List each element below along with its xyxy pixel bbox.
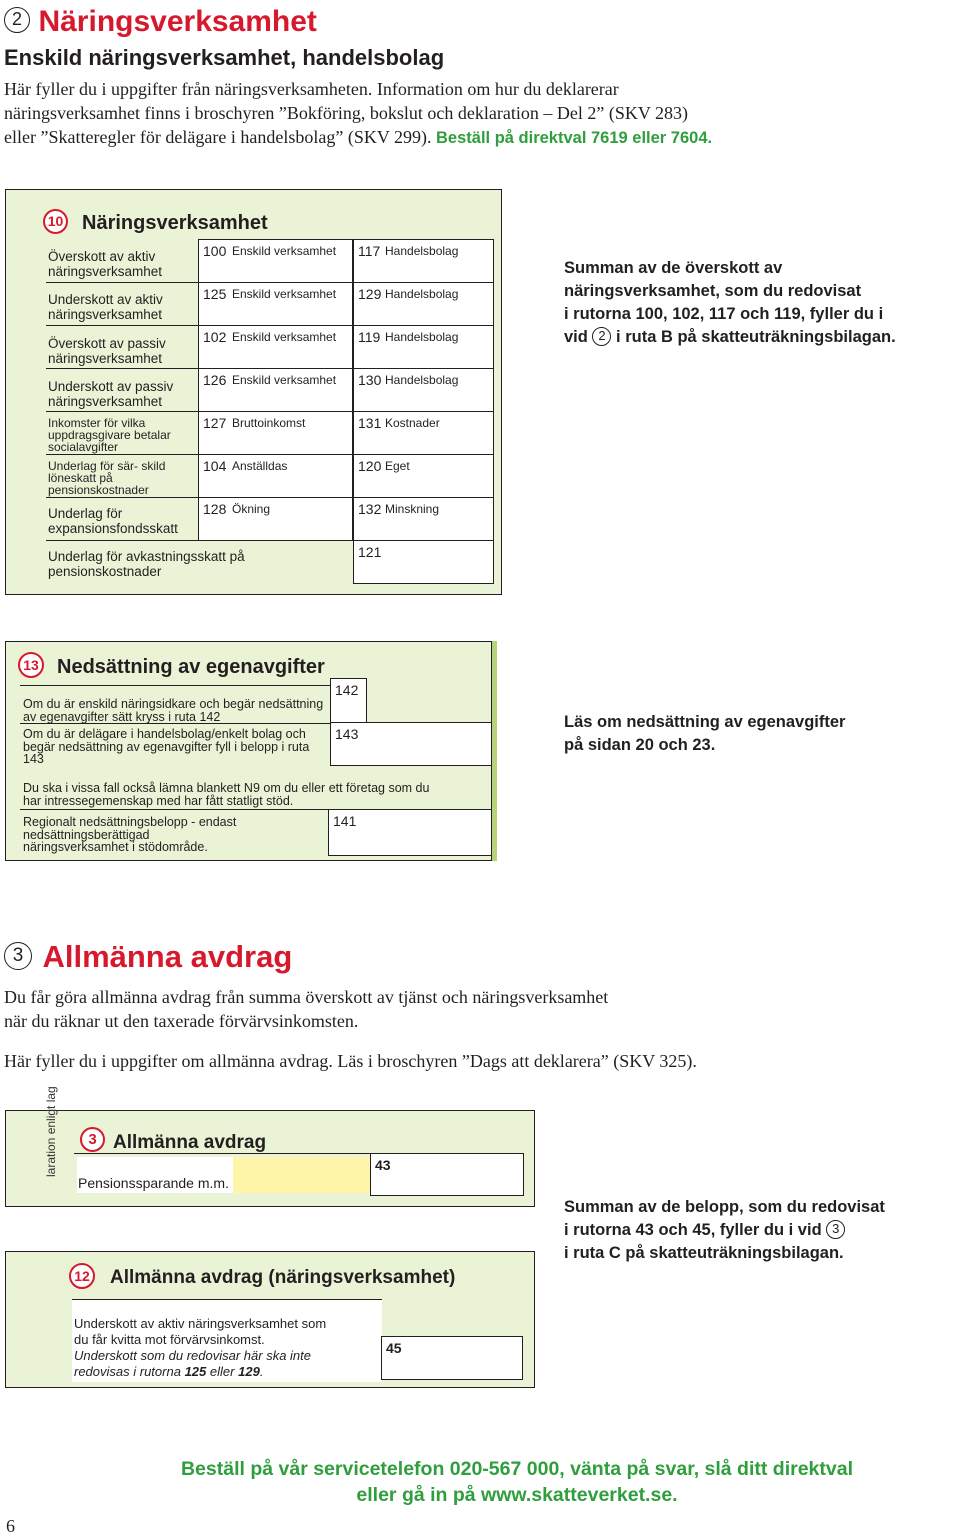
field-code: 100 <box>203 243 227 259</box>
text-line: du får kvitta mot förvärvsinkomst. <box>74 1332 265 1347</box>
row-label: Inkomster för vilka uppdragsgivare betalar socialavgifter <box>48 416 171 454</box>
field-caption: Kostnader <box>385 416 440 430</box>
row-divider <box>46 411 198 412</box>
input-field-132[interactable] <box>353 497 494 541</box>
intro-line: näringsverksamhet finns i broschyren ”Bokföring, bokslut och deklaration – Del 2” (SKV 283) <box>4 103 689 123</box>
footer-line: eller gå in på www.skatteverket.se. <box>356 1484 678 1506</box>
footer-line: Beställ på vår servicetelefon 020-567 000, vänta på svar, slå ditt direktval <box>180 1458 854 1480</box>
input-field-126[interactable] <box>198 368 353 412</box>
section-intro <box>4 77 954 150</box>
input-field-129[interactable] <box>353 282 494 326</box>
section-number-badge: 3 <box>4 942 32 970</box>
text-line: redovisas i rutorna 125 eller 129. <box>74 1364 264 1379</box>
note-line: Läs om nedsättning av egenavgifter <box>564 713 846 731</box>
form-naringsverksamhet <box>5 189 502 595</box>
field-code: 45 <box>386 1340 402 1356</box>
field-code: 126 <box>203 372 227 388</box>
note-line: näringsverksamhet, som du redovisat <box>564 282 862 300</box>
field-code: 120 <box>358 458 382 474</box>
form-number-badge: 13 <box>18 652 44 678</box>
field-code: 43 <box>375 1157 391 1173</box>
input-field-127[interactable] <box>198 411 353 455</box>
field-code: 104 <box>203 458 227 474</box>
note-line: vid 2 i ruta B på skatteuträkningsbilagan. <box>564 328 896 346</box>
input-field-130[interactable] <box>353 368 494 412</box>
row-text: Om du är delägare i handelsbolag/enkelt bolag och begär nedsättning av egenavgifter fyll i belopp i ruta 143 <box>23 727 310 766</box>
form-number-badge: 12 <box>69 1263 95 1289</box>
section-ref-badge: 2 <box>592 327 611 346</box>
text-line: Underskott som du redovisar här ska inte <box>74 1348 311 1363</box>
info-text: Du ska i vissa fall också lämna blankett N9 om du eller ett företag som du har intressegemenskap med har fått statligt stöd. <box>23 781 430 808</box>
note-line: Summan av de belopp, som du redovisat <box>564 1198 885 1216</box>
section-2-heading <box>4 4 317 40</box>
field-caption: Enskild verksamhet <box>232 373 337 387</box>
note-line: i ruta C på skatteuträkningsbilagan. <box>564 1244 844 1262</box>
page-number: 6 <box>6 1516 15 1536</box>
input-field-131[interactable] <box>353 411 494 455</box>
field-text-area <box>72 1299 382 1382</box>
row-label: Överskott av passiv näringsverksamhet <box>48 336 166 366</box>
field-caption: Handelsbolag <box>385 244 459 258</box>
text-line: Underskott av aktiv näringsverksamhet som <box>74 1316 327 1331</box>
row-divider <box>20 685 330 686</box>
form-title: Allmänna avdrag <box>113 1132 267 1153</box>
row-label: Underlag för sär- skild löneskatt på pensionskostnader <box>48 459 166 497</box>
input-field-128[interactable] <box>198 497 353 541</box>
field-code: 127 <box>203 415 227 431</box>
field-caption: Handelsbolag <box>385 287 459 301</box>
row-text: Regionalt nedsättningsbelopp - endast nedsättningsberättigad näringsverksamhet i stödområde. <box>23 815 237 854</box>
field-code: 119 <box>358 329 381 345</box>
side-text: laration enligt lag <box>44 1086 58 1177</box>
form-title: Näringsverksamhet <box>82 212 268 234</box>
input-field-141[interactable] <box>328 809 492 856</box>
row-divider <box>74 1153 372 1154</box>
checkbox-field-142[interactable] <box>330 678 367 723</box>
input-field-117[interactable] <box>353 239 494 283</box>
form-title: Nedsättning av egenavgifter <box>57 656 325 678</box>
field-code: 125 <box>203 286 227 302</box>
field-code: 131 <box>358 415 382 431</box>
intro-line: Här fyller du i uppgifter om allmänna avdrag. Läs i broschyren ”Dags att deklarera” (SKV 325). <box>4 1051 697 1071</box>
section-ref-badge: 3 <box>826 1220 845 1239</box>
field-caption: Eget <box>385 459 410 473</box>
field-highlight <box>233 1157 372 1193</box>
form-12-note <box>564 1196 960 1265</box>
field-code: 142 <box>335 682 359 698</box>
input-field-119[interactable] <box>353 325 494 369</box>
row-divider <box>20 723 330 724</box>
field-code: 102 <box>203 329 227 345</box>
field-label: Pensionssparande m.m. <box>77 1157 233 1193</box>
row-text: Om du är enskild näringsidkare och begär nedsättning av egenavgifter sätt kryss i ruta 142 <box>23 697 324 724</box>
row-label: Underlag för expansionsfondsskatt <box>48 506 178 536</box>
field-code: 117 <box>358 243 381 259</box>
input-field-125[interactable] <box>198 282 353 326</box>
form-number-badge: 10 <box>43 209 68 234</box>
row-divider <box>46 454 198 455</box>
row-label: Underskott av passiv näringsverksamhet <box>48 379 174 409</box>
input-field-120[interactable] <box>353 454 494 498</box>
field-caption: Enskild verksamhet <box>232 330 337 344</box>
note-line: i rutorna 43 och 45, fyller du i vid 3 <box>564 1219 960 1242</box>
input-field-102[interactable] <box>198 325 353 369</box>
row-divider <box>46 282 198 283</box>
section-subtitle: Enskild näringsverksamhet, handelsbolag <box>4 45 445 70</box>
footer-order-info <box>0 1456 960 1508</box>
form-10-note <box>564 257 960 349</box>
form-nedsattning-egenavgifter <box>5 641 492 861</box>
note-line: i rutorna 100, 102, 117 och 119, fyller du i <box>564 305 884 323</box>
field-caption: Handelsbolag <box>385 330 459 344</box>
row-divider <box>46 497 198 498</box>
form-allmanna-avdrag <box>5 1086 535 1207</box>
intro-line: Du får göra allmänna avdrag från summa överskott av tjänst och näringsverksamhet <box>4 987 609 1007</box>
input-field-43[interactable] <box>370 1153 524 1196</box>
field-code: 143 <box>335 726 359 742</box>
field-code: 121 <box>358 544 382 560</box>
field-caption: Handelsbolag <box>385 373 459 387</box>
field-code: 132 <box>358 501 382 517</box>
field-caption: Bruttoinkomst <box>232 416 306 430</box>
input-field-45[interactable] <box>381 1336 523 1380</box>
intro-line: Här fyller du i uppgifter från näringsverksamheten. Information om hur du deklarerar <box>4 79 619 99</box>
field-caption: Ökning <box>232 502 271 516</box>
row-label: Underlag för avkastningsskatt på pensionskostnader <box>48 549 245 579</box>
section-intro <box>4 985 954 1073</box>
row-divider <box>46 368 198 369</box>
section-number-badge: 2 <box>4 7 30 33</box>
field-code: 130 <box>358 372 382 388</box>
section-title: Näringsverksamhet <box>38 5 317 38</box>
input-field-121[interactable] <box>353 540 494 584</box>
form-allmanna-avdrag-naringsverksamhet <box>5 1251 535 1388</box>
field-caption: Enskild verksamhet <box>232 287 337 301</box>
input-field-104[interactable] <box>198 454 353 498</box>
form-title: Allmänna avdrag (näringsverksamhet) <box>110 1267 456 1288</box>
row-label: Överskott av aktiv näringsverksamhet <box>48 249 163 279</box>
order-direct-choice: Beställ på direktval 7619 eller 7604. <box>436 129 713 147</box>
field-caption: Anställdas <box>232 459 288 473</box>
field-code: 128 <box>203 501 227 517</box>
form-13-note <box>564 711 960 757</box>
row-divider <box>46 325 198 326</box>
intro-line: eller ”Skatteregler för delägare i handelsbolag” (SKV 299). Beställ på direktval 7619 eller 7604. <box>4 127 713 147</box>
note-line: Summan av de överskott av <box>564 259 783 277</box>
input-field-100[interactable] <box>198 239 353 283</box>
field-caption: Enskild verksamhet <box>232 244 337 258</box>
note-line: på sidan 20 och 23. <box>564 736 716 754</box>
field-code: 129 <box>358 286 382 302</box>
field-code: 141 <box>333 813 357 829</box>
form-number-badge: 3 <box>80 1127 105 1152</box>
row-divider <box>20 809 330 810</box>
row-label: Underskott av aktiv näringsverksamhet <box>48 292 163 322</box>
intro-line: när du räknar ut den taxerade förvärvsinkomsten. <box>4 1011 359 1031</box>
section-title: Allmänna avdrag <box>42 939 293 974</box>
section-3-heading <box>4 937 292 977</box>
input-field-143[interactable] <box>330 722 492 766</box>
row-divider <box>46 540 198 541</box>
field-caption: Minskning <box>385 502 440 516</box>
